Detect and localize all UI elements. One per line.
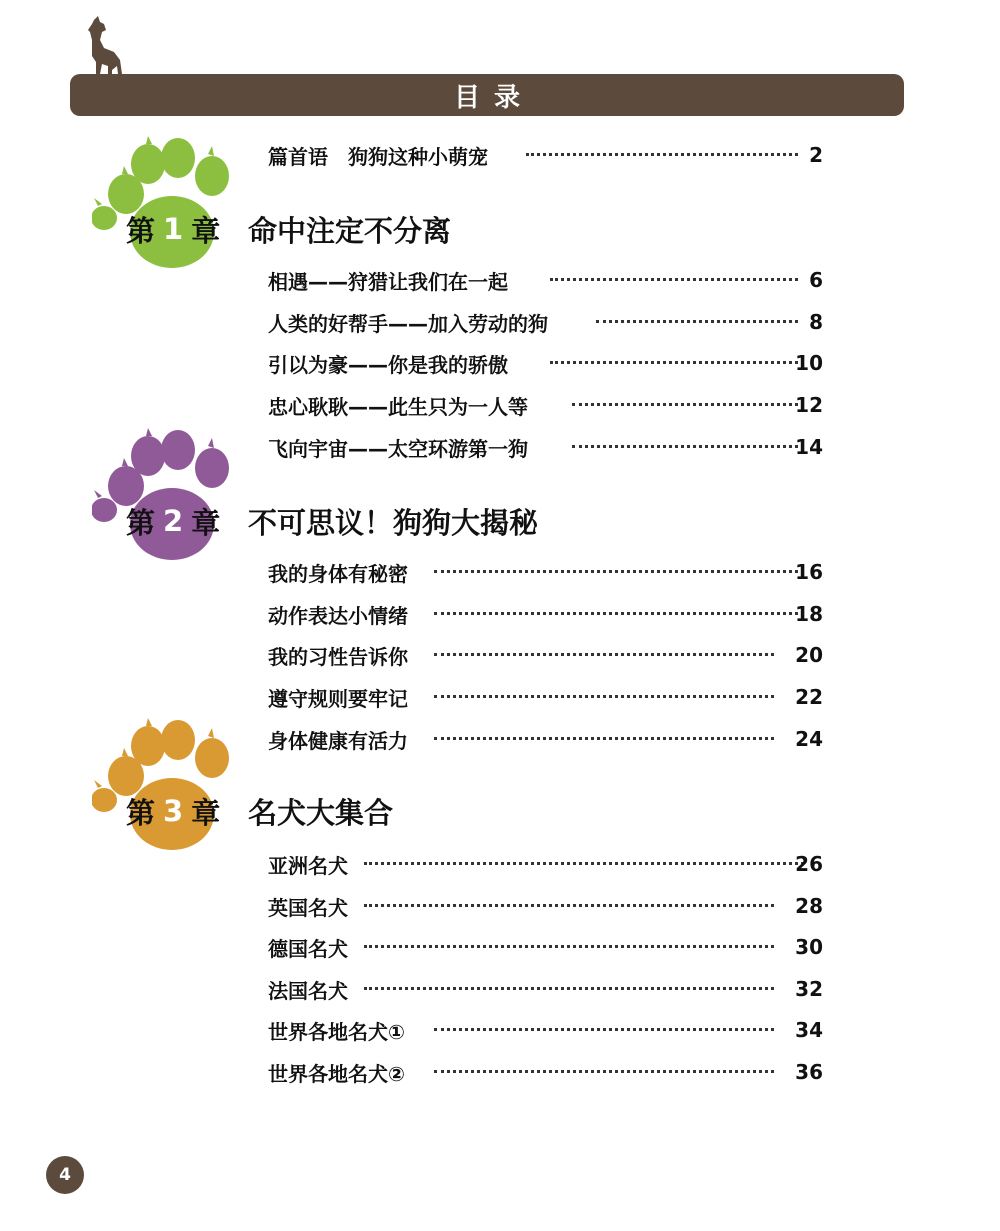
toc-entry-page: 16 xyxy=(795,560,823,584)
toc-entry-title: 世界各地名犬② xyxy=(268,1061,405,1086)
chapter-heading-2[interactable] xyxy=(126,496,538,546)
dot-leader xyxy=(596,320,798,323)
toc-entry-title: 英国名犬 xyxy=(268,895,348,920)
toc-entry[interactable] xyxy=(268,932,823,962)
chapter-title: 命中注定不分离 xyxy=(248,213,452,248)
toc-entry-title: 遵守规则要牢记 xyxy=(268,686,408,711)
toc-entry-title: 相遇——狩猎让我们在一起 xyxy=(268,269,508,294)
chapter-label-prefix: 第 xyxy=(126,213,156,248)
dot-leader xyxy=(550,278,798,281)
chapter-label-prefix: 第 xyxy=(126,505,156,540)
toc-entry[interactable] xyxy=(268,974,823,1004)
toc-entry[interactable] xyxy=(268,557,823,587)
toc-entry-title: 动作表达小情绪 xyxy=(268,603,408,628)
dot-leader xyxy=(364,904,774,907)
toc-entry-page: 10 xyxy=(795,351,823,375)
toc-entry-title: 我的身体有秘密 xyxy=(268,561,408,586)
dot-leader xyxy=(434,570,798,573)
toc-entry[interactable] xyxy=(268,849,823,879)
toc-entry-title: 引以为豪——你是我的骄傲 xyxy=(268,352,508,377)
toc-entry-page: 30 xyxy=(795,935,823,959)
dot-leader xyxy=(364,987,774,990)
chapter-number: 2 xyxy=(163,504,184,538)
page-number-badge: 4 xyxy=(46,1156,84,1194)
dot-leader xyxy=(434,737,774,740)
toc-entry-title: 我的习性告诉你 xyxy=(268,644,408,669)
page-title: 目录 xyxy=(453,82,534,113)
toc-entry[interactable] xyxy=(268,390,823,420)
toc-entry[interactable] xyxy=(268,724,823,754)
header-bar xyxy=(70,74,904,116)
toc-entry-page: 36 xyxy=(795,1060,823,1084)
toc-entry-page: 32 xyxy=(795,977,823,1001)
toc-entry-title: 忠心耿耿——此生只为一人等 xyxy=(268,394,528,419)
toc-entry-intro[interactable] xyxy=(268,140,823,170)
toc-entry[interactable] xyxy=(268,1057,823,1087)
toc-entry-title: 人类的好帮手——加入劳动的狗 xyxy=(268,311,548,336)
toc-entry-title: 亚洲名犬 xyxy=(268,853,348,878)
toc-entry[interactable] xyxy=(268,432,823,462)
toc-entry[interactable] xyxy=(268,640,823,670)
toc-entry[interactable] xyxy=(268,307,823,337)
toc-entry-title: 篇首语 狗狗这种小萌宠 xyxy=(268,144,488,169)
chapter-heading-3[interactable] xyxy=(126,786,393,836)
dot-leader xyxy=(434,653,774,656)
toc-entry-title: 法国名犬 xyxy=(268,978,348,1003)
toc-entry[interactable] xyxy=(268,265,823,295)
toc-entry-page: 34 xyxy=(795,1018,823,1042)
toc-entry-page: 28 xyxy=(795,894,823,918)
chapter-label-prefix: 第 xyxy=(126,795,156,830)
chapter-title: 不可思议！狗狗大揭秘 xyxy=(248,505,539,540)
toc-entry[interactable] xyxy=(268,682,823,712)
dot-leader xyxy=(526,153,798,156)
dot-leader xyxy=(550,361,798,364)
chapter-label xyxy=(126,501,238,542)
dot-leader xyxy=(434,695,774,698)
dog-silhouette-icon xyxy=(84,16,128,78)
toc-entry-page: 8 xyxy=(809,310,823,334)
toc-entry-title: 世界各地名犬① xyxy=(268,1019,405,1044)
dot-leader xyxy=(434,1070,774,1073)
chapter-label xyxy=(126,209,238,250)
toc-entry-page: 14 xyxy=(795,435,823,459)
chapter-title: 名犬大集合 xyxy=(248,795,394,830)
toc-entry-page: 18 xyxy=(795,602,823,626)
chapter-label-suffix: 章 xyxy=(191,213,221,248)
chapter-label-suffix: 章 xyxy=(191,795,221,830)
chapter-label-suffix: 章 xyxy=(191,505,221,540)
chapter-heading-1[interactable] xyxy=(126,204,451,254)
toc-entry[interactable] xyxy=(268,599,823,629)
toc-entry-title: 身体健康有活力 xyxy=(268,728,408,753)
toc-entry-page: 20 xyxy=(795,643,823,667)
toc-entry-page: 2 xyxy=(809,143,823,167)
toc-entry-title: 飞向宇宙——太空环游第一狗 xyxy=(268,436,528,461)
toc-entry-title: 德国名犬 xyxy=(268,936,348,961)
toc-entry[interactable] xyxy=(268,1015,823,1045)
dot-leader xyxy=(434,612,798,615)
chapter-number: 1 xyxy=(163,212,184,246)
dot-leader xyxy=(572,445,798,448)
toc-entry-page: 6 xyxy=(809,268,823,292)
chapter-number: 3 xyxy=(163,794,184,828)
toc-entry-page: 24 xyxy=(795,727,823,751)
chapter-label xyxy=(126,791,238,832)
toc-entry-page: 22 xyxy=(795,685,823,709)
dot-leader xyxy=(572,403,798,406)
dot-leader xyxy=(434,1028,774,1031)
toc-entry[interactable] xyxy=(268,348,823,378)
toc-entry[interactable] xyxy=(268,891,823,921)
toc-entry-page: 12 xyxy=(795,393,823,417)
dot-leader xyxy=(364,945,774,948)
toc-entry-page: 26 xyxy=(795,852,823,876)
dot-leader xyxy=(364,862,804,865)
